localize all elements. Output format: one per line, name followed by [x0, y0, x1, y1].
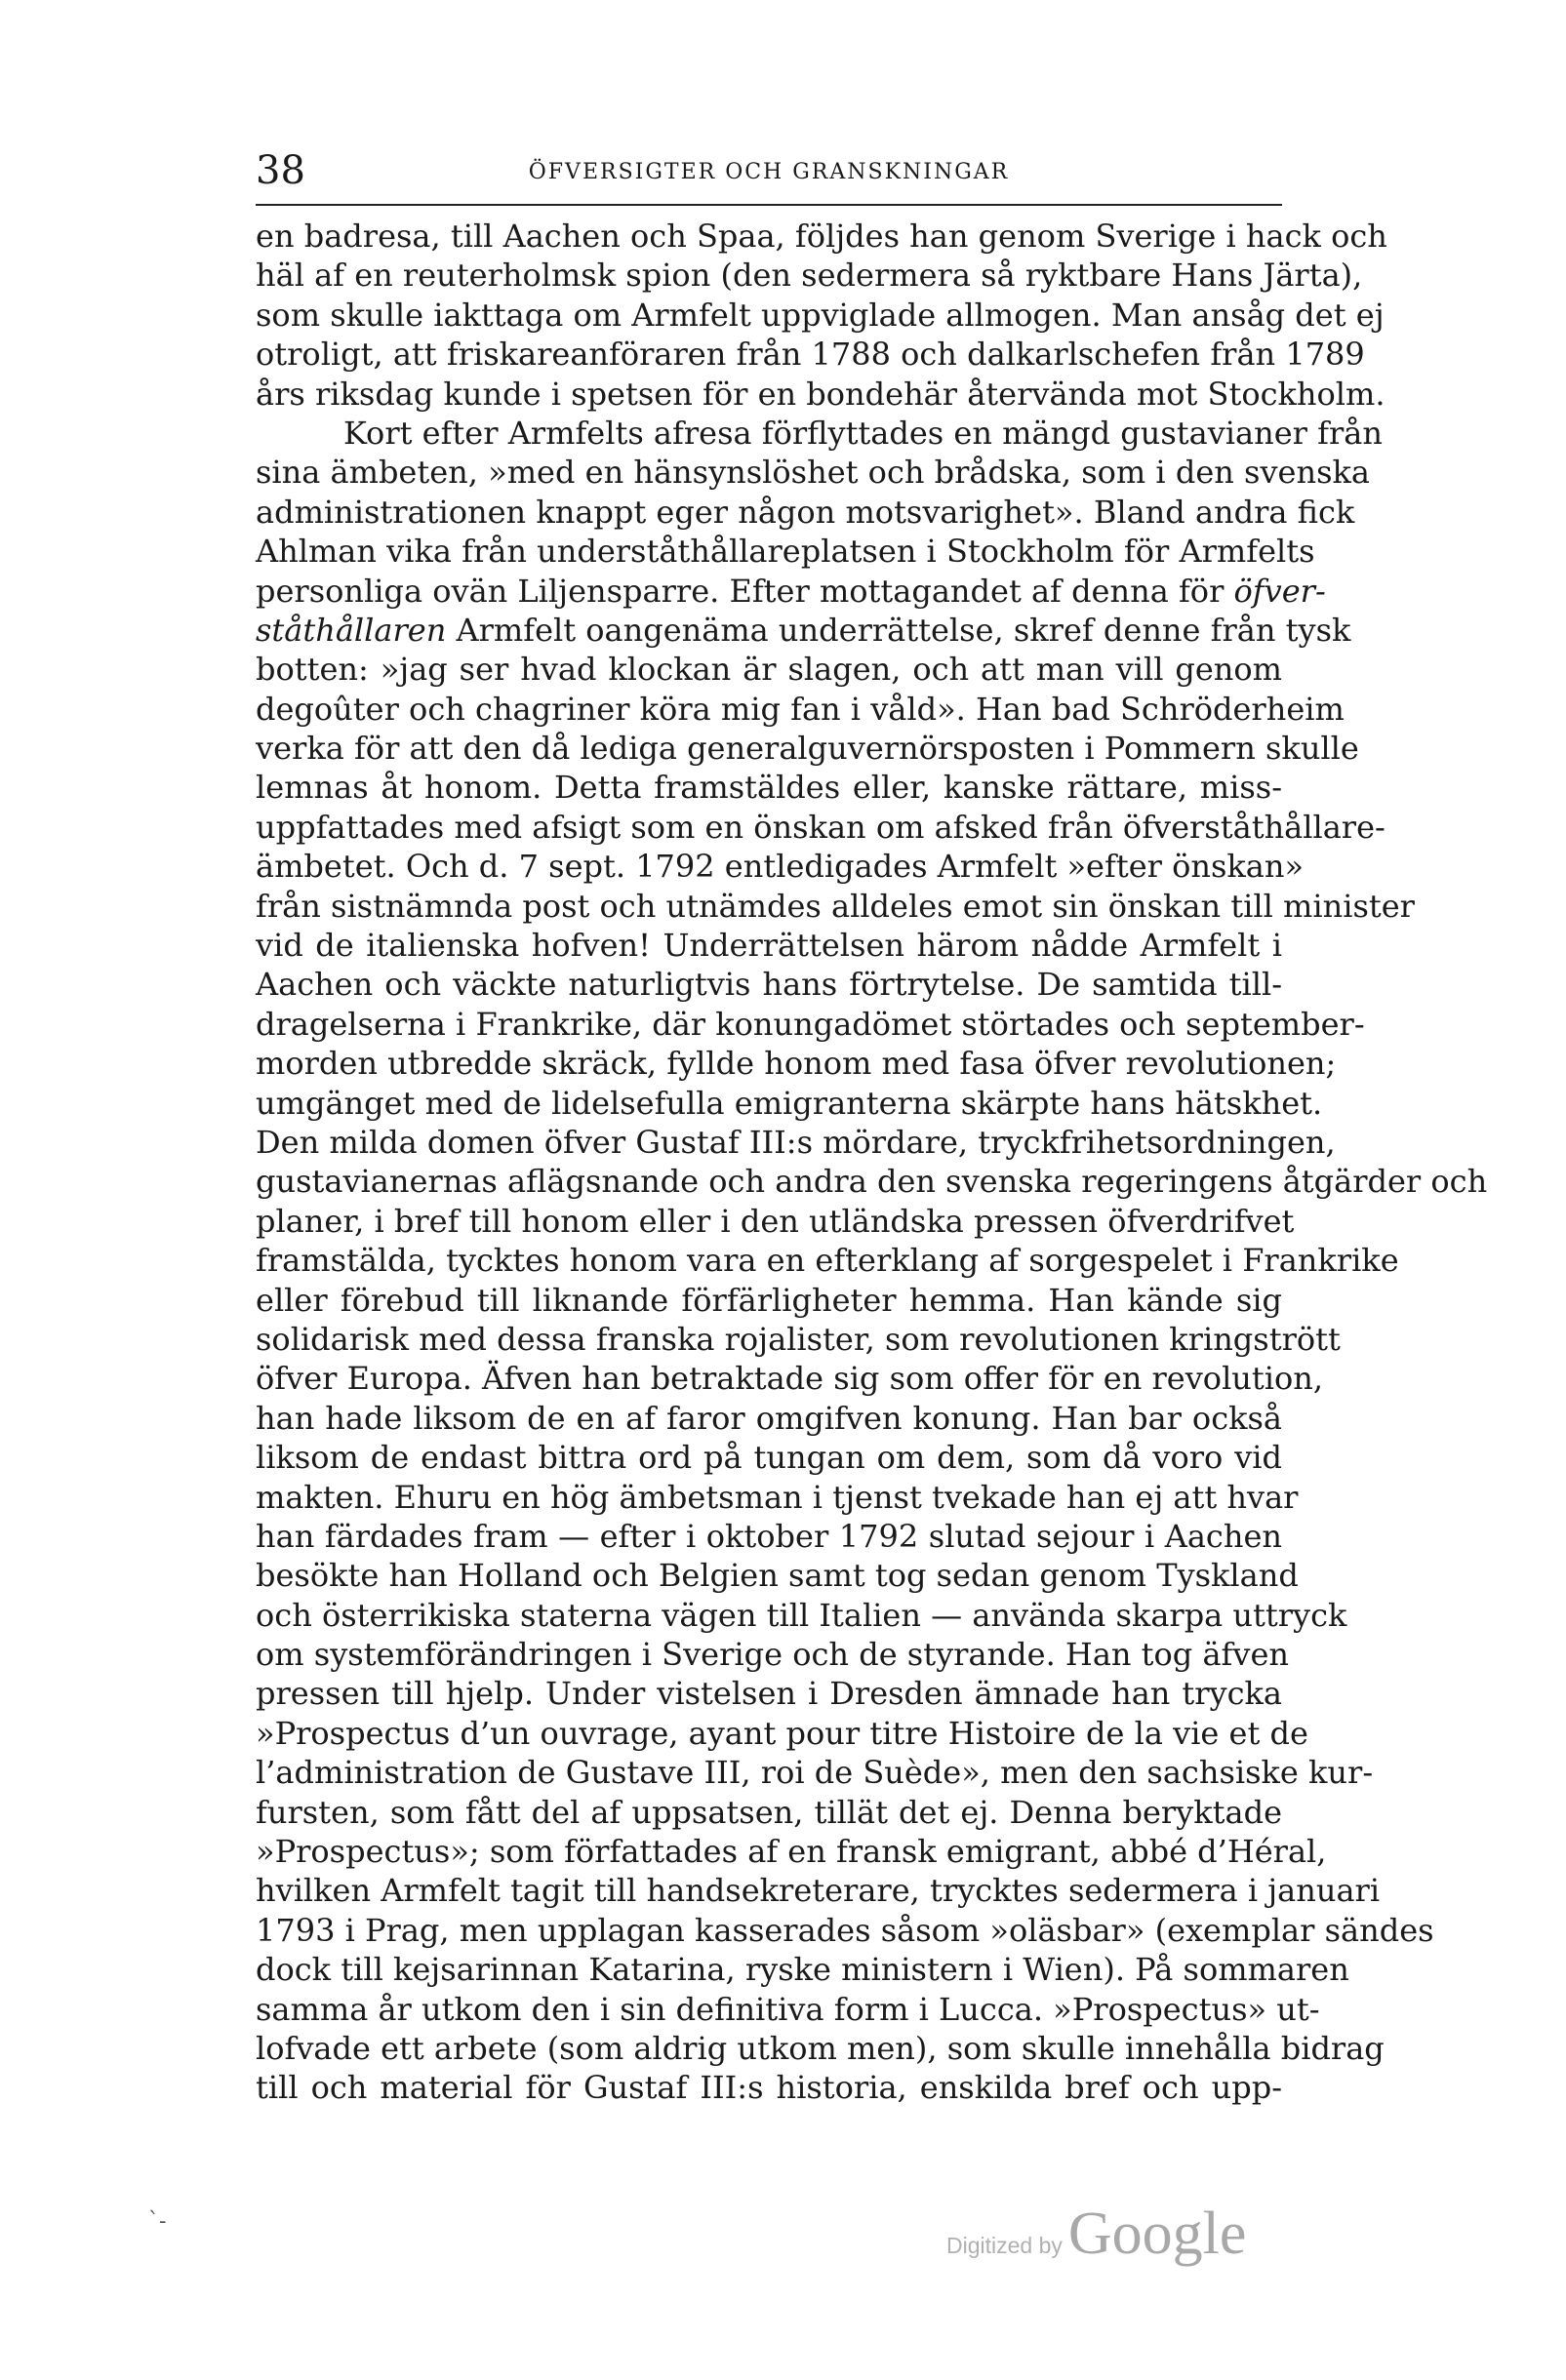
stray-ink-mark: `‐	[148, 2209, 167, 2234]
text-line: års riksdag kunde i spetsen för en bondehär återvända mot Stockholm.	[256, 375, 1385, 413]
text-line: Den milda domen öfver Gustaf III:s mördare, tryckfrihetsordningen,	[256, 1123, 1336, 1161]
text-line-with-italic	[256, 572, 1326, 611]
italic-segment: ståthållaren	[256, 611, 447, 649]
text-line: pressen till hjelp. Under vistelsen i Dresden ämnade han trycka	[256, 1675, 1282, 1713]
text-line: dragelserna i Frankrike, där konungadömet störtades och september-	[256, 1005, 1365, 1043]
text-segment: Armfelt oangenäma underrättelse, skref denne från tysk	[446, 611, 1351, 649]
text-line: besökte han Holland och Belgien samt tog sedan genom Tyskland	[256, 1557, 1299, 1595]
text-line: Aachen och väckte naturligtvis hans förtrytelse. De samtida till-	[256, 966, 1282, 1004]
text-segment: personliga ovän Liljensparre. Efter mottagandet af denna för	[256, 572, 1234, 610]
digitization-watermark	[946, 2200, 1246, 2268]
watermark-prefix: Digitized by	[946, 2233, 1063, 2258]
text-line: sina ämbeten, »med en hänsynslöshet och brådska, som i den svenska	[256, 454, 1370, 492]
text-line: framstälda, tycktes honom vara en efterklang af sorgespelet i Frankrike	[256, 1242, 1399, 1280]
text-line: om systemförändringen i Sverige och de styrande. Han tog äfven	[256, 1636, 1289, 1674]
text-line: eller förebud till liknande förfärligheter hemma. Han kände sig	[256, 1281, 1282, 1319]
paragraph-start-line: Kort efter Armfelts afresa förflyttades en mängd gustavianer från	[343, 414, 1383, 452]
page-number: 38	[256, 148, 305, 193]
text-line: makten. Ehuru en hög ämbetsman i tjenst tvekade han ej att hvar	[256, 1478, 1299, 1516]
watermark-brand: Google	[1067, 2201, 1247, 2267]
text-line: otroligt, att friskareanföraren från 1788 och dalkarlschefen från 1789	[256, 336, 1365, 374]
body-text	[256, 217, 1488, 2108]
text-line: umgänget med de lidelsefulla emigranterna skärpte hans hätskhet.	[256, 1084, 1323, 1122]
text-line: lemnas åt honom. Detta framstäldes eller, kanske rättare, miss-	[256, 769, 1282, 807]
text-line: och österrikiska staterna vägen till Italien — använda skarpa uttryck	[256, 1596, 1347, 1634]
text-line: degoûter och chagriner köra mig fan i våld». Han bad Schröderheim	[256, 690, 1345, 728]
text-line: som skulle iakttaga om Armfelt uppviglade allmogen. Man ansåg det ej	[256, 296, 1385, 334]
text-line: öfver Europa. Äfven han betraktade sig som offer för en revolution,	[256, 1360, 1324, 1398]
text-line-with-italic	[256, 611, 1351, 650]
text-line: från sistnämnda post och utnämdes alldeles emot sin önskan till minister	[256, 887, 1415, 925]
header-rule	[256, 204, 1282, 206]
text-line: 1793 i Prag, men upplagan kasserades såsom »oläsbar» (exemplar sändes	[256, 1911, 1434, 1949]
page-header	[256, 146, 1282, 205]
text-line: fursten, som fått del af uppsatsen, tillät det ej. Denna beryktade	[256, 1793, 1282, 1831]
text-line: »Prospectus»; som författades af en fransk emigrant, abbé d’Héral,	[256, 1833, 1327, 1871]
text-line: samma år utkom den i sin definitiva form i Lucca. »Prospectus» ut-	[256, 1990, 1320, 2028]
text-line: ämbetet. Och d. 7 sept. 1792 entledigades Armfelt »efter önskan»	[256, 848, 1305, 886]
running-head: ÖFVERSIGTER OCH GRANSKNINGAR	[528, 160, 1010, 184]
text-line: liksom de endast bittra ord på tungan om dem, som då voro vid	[256, 1439, 1282, 1477]
text-line: han färdades fram — efter i oktober 1792 slutad sejour i Aachen	[256, 1517, 1282, 1555]
text-line: uppfattades med afsigt som en önskan om afsked från öfverståthållare-	[256, 808, 1385, 846]
text-line: en badresa, till Aachen och Spaa, följdes han genom Sverige i hack och	[256, 218, 1387, 255]
text-line: gustavianernas aflägsnande och andra den svenska regeringens åtgärder och	[256, 1163, 1488, 1201]
text-line: Ahlman vika från underståthållareplatsen i Stockholm för Armfelts	[256, 533, 1315, 571]
text-line: botten: »jag ser hvad klockan är slagen, och att man vill genom	[256, 651, 1282, 689]
text-line: till och material för Gustaf III:s historia, enskilda bref och upp-	[256, 2069, 1282, 2107]
text-line: lofvade ett arbete (som aldrig utkom men), som skulle innehålla bidrag	[256, 2029, 1385, 2067]
text-line: l’administration de Gustave III, roi de Suède», men den sachsiske kur-	[256, 1754, 1374, 1792]
text-line: solidarisk med dessa franska rojalister, som revolutionen kringstrött	[256, 1320, 1341, 1358]
text-line: dock till kejsarinnan Katarina, ryske ministern i Wien). På sommaren	[256, 1951, 1349, 1989]
text-line: administrationen knappt eger någon motsvarighet». Bland andra fick	[256, 493, 1355, 531]
text-line: vid de italienska hofven! Underrättelsen härom nådde Armfelt i	[256, 927, 1282, 965]
text-line: han hade liksom de en af faror omgifven konung. Han bar också	[256, 1399, 1282, 1437]
text-line: hvilken Armfelt tagit till handsekreterare, trycktes sedermera i januari	[256, 1872, 1381, 1910]
text-line: häl af en reuterholmsk spion (den sedermera så ryktbare Hans Järta),	[256, 257, 1363, 295]
text-line: »Prospectus d’un ouvrage, ayant pour titre Histoire de la vie et de	[256, 1714, 1308, 1752]
text-line: planer, i bref till honom eller i den utländska pressen öfverdrifvet	[256, 1202, 1295, 1240]
text-line: morden utbredde skräck, fyllde honom med fasa öfver revolutionen;	[256, 1045, 1337, 1083]
italic-segment: öfver-	[1233, 572, 1326, 610]
text-line: verka för att den då lediga generalguvernörsposten i Pommern skulle	[256, 730, 1359, 768]
